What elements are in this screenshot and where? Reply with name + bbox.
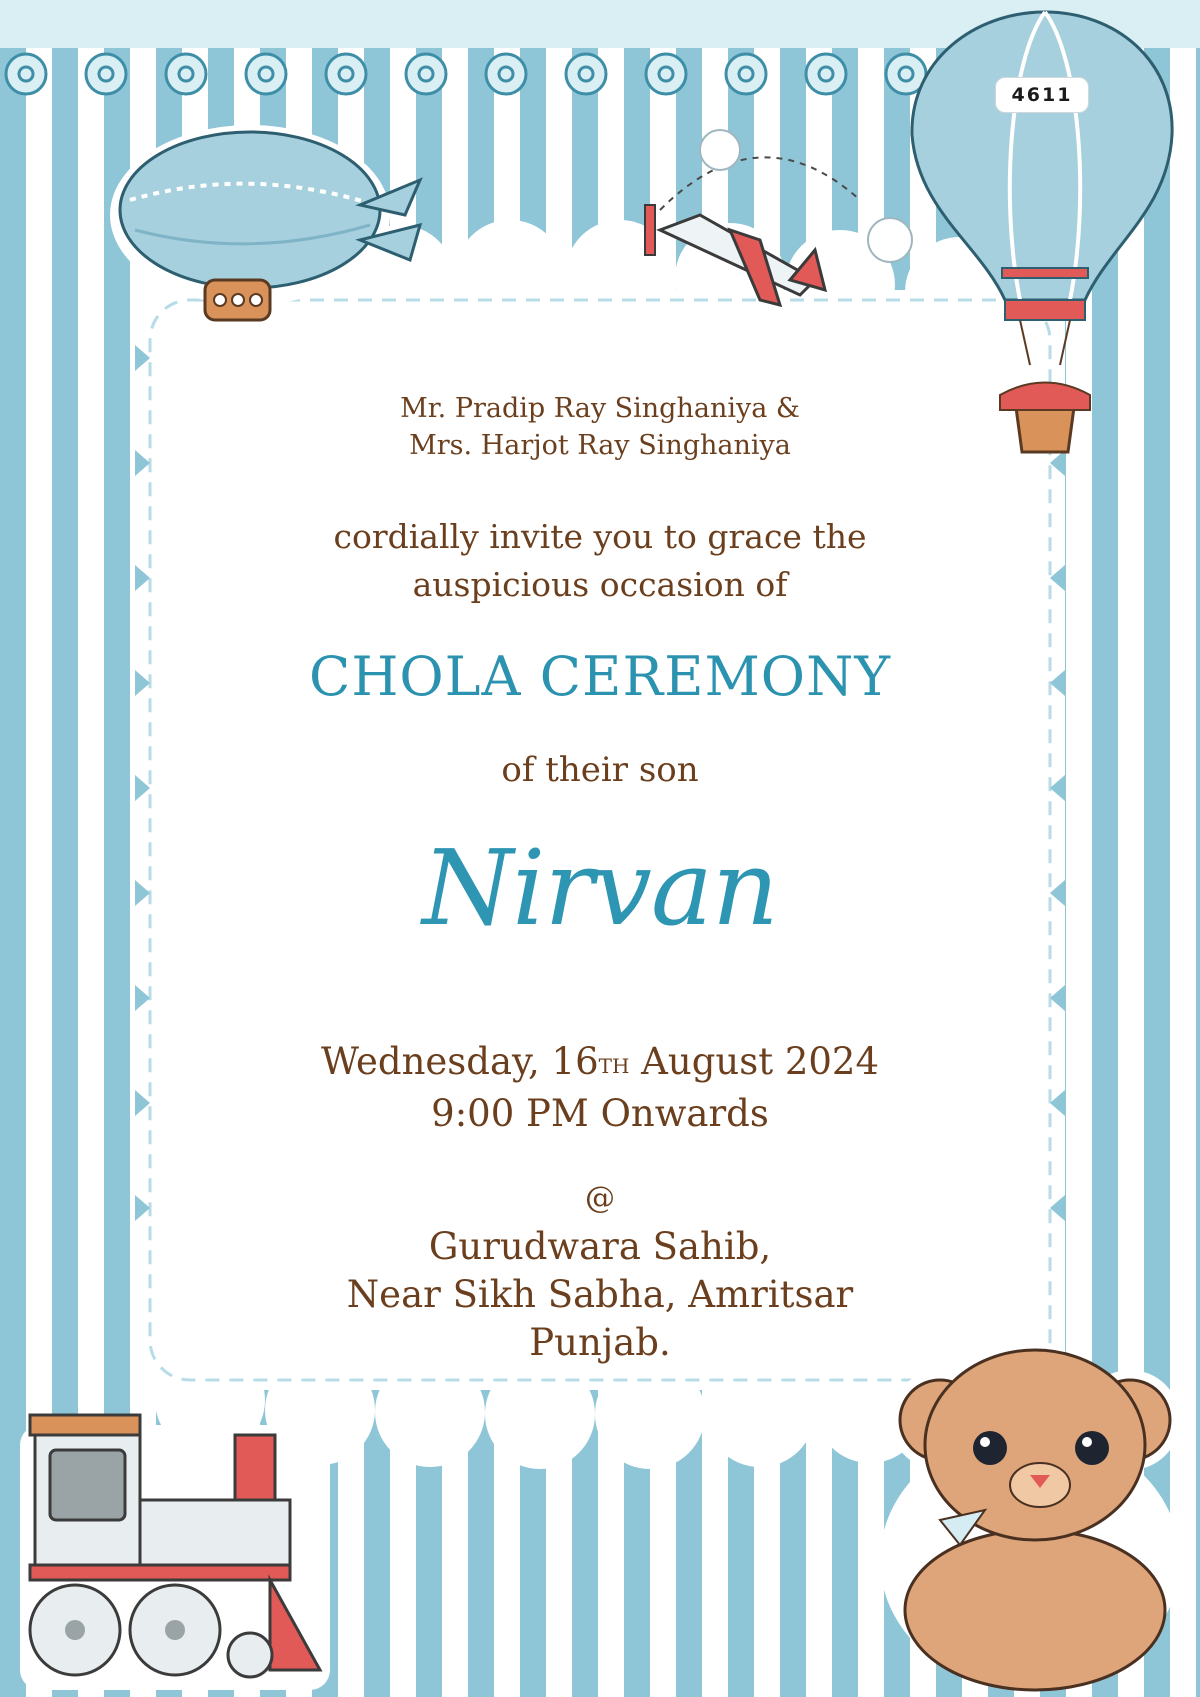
teddy-bear-illustration (880, 1350, 1180, 1690)
date-prefix: Wednesday, 16 (320, 1040, 599, 1083)
train-illustration (20, 1415, 330, 1690)
child-name: Nirvan (422, 827, 778, 949)
invite-line-1: cordially invite you to grace the (333, 517, 867, 556)
design-code-badge: 4611 (995, 77, 1089, 113)
venue-line-2: Near Sikh Sabha, Amritsar (346, 1273, 854, 1316)
venue-line-1: Gurudwara Sahib, (428, 1225, 772, 1268)
event-datetime (0, 1036, 1200, 1140)
parents-names (0, 390, 1200, 464)
invite-line-2: auspicious occasion of (412, 565, 788, 604)
venue-block (0, 1175, 1200, 1367)
invite-text (0, 513, 1200, 609)
at-symbol: @ (585, 1181, 615, 1216)
date-suffix: TH (598, 1054, 630, 1078)
event-date (0, 1036, 1200, 1088)
venue-line-3: Punjab. (529, 1321, 671, 1364)
ceremony-title: CHOLA CEREMONY (309, 645, 891, 708)
relation-text: of their son (501, 750, 699, 790)
event-time: 9:00 PM Onwards (431, 1092, 769, 1135)
parents-line-2: Mrs. Harjot Ray Singhaniya (409, 430, 791, 461)
date-rest: August 2024 (629, 1040, 880, 1083)
parents-line-1: Mr. Pradip Ray Singhaniya & (400, 393, 800, 424)
